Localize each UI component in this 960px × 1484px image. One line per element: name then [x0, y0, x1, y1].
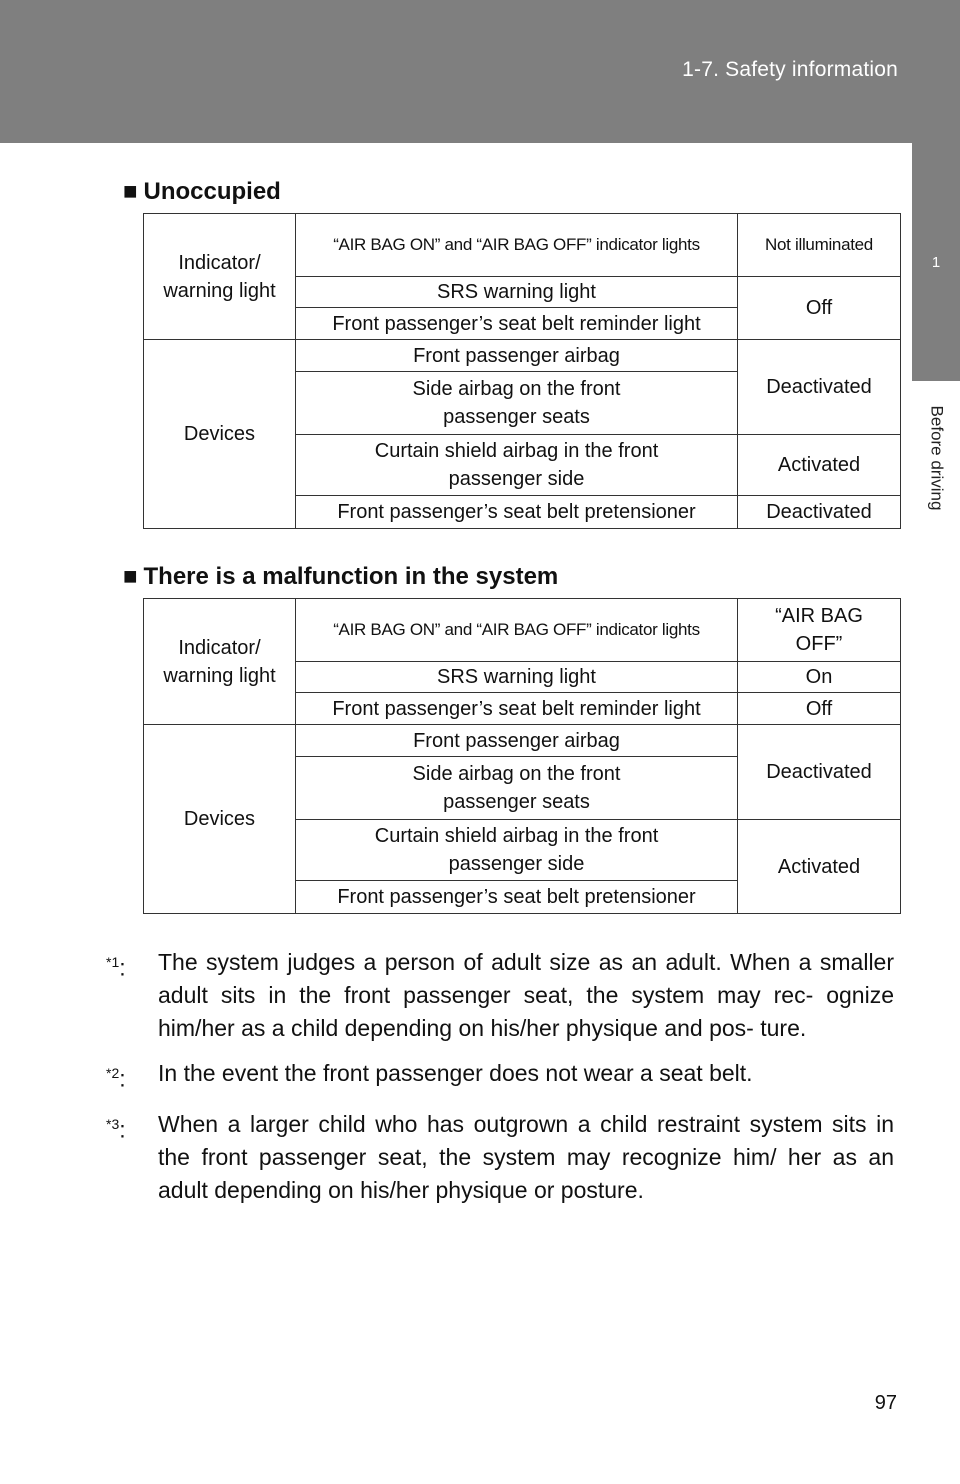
cell-pretensioner: Front passenger’s seat belt pretensioner	[296, 496, 738, 529]
cell-belt-reminder-status: Off	[738, 693, 901, 725]
footnote-2: $^{*2}$: In the event the front passenger does not wear a seat belt.	[106, 1057, 894, 1096]
page-number: 97	[874, 1392, 897, 1414]
footnote-mark: *2	[106, 1065, 120, 1081]
row-group-indicator: Indicator/ warning light	[144, 599, 296, 725]
cell-pretensioner-status: Deactivated	[738, 496, 901, 529]
table-row	[144, 214, 901, 277]
cell-srs-light-status: Off	[738, 277, 901, 340]
cell-pretensioner: Front passenger’s seat belt pretensioner	[296, 881, 738, 914]
footnote-mark: *3	[106, 1115, 120, 1132]
heading-text: There is a malfunction in the system	[143, 563, 559, 590]
cell-belt-reminder: Front passenger’s seat belt reminder light	[296, 693, 738, 725]
chapter-tab	[912, 143, 960, 381]
table-row	[144, 340, 901, 372]
footnote-text: In the event the front passenger does not wear a seat belt.	[158, 1060, 753, 1086]
cell-curtain-airbag: Curtain shield airbag in the front passenger side	[296, 820, 738, 881]
square-bullet-icon: ■	[123, 178, 138, 205]
cell-srs-light: SRS warning light	[296, 277, 738, 308]
row-group-devices: Devices	[144, 725, 296, 914]
table-row	[144, 599, 901, 662]
cell-front-airbag-status: Deactivated	[738, 340, 901, 435]
row-group-indicator: Indicator/ warning light	[144, 214, 296, 340]
cell-curtain-airbag: Curtain shield airbag in the front passenger side	[296, 435, 738, 496]
cell-curtain-airbag-status: Activated	[738, 820, 901, 914]
footnotes	[106, 946, 894, 1219]
cell-indicator-lights: “AIR BAG ON” and “AIR BAG OFF” indicator lights	[296, 214, 738, 277]
heading-text: Unoccupied	[143, 178, 281, 205]
cell-indicator-lights-status: Not illuminated	[738, 214, 901, 277]
unoccupied-table	[143, 213, 901, 529]
cell-side-airbag: Side airbag on the front passenger seats	[296, 757, 738, 820]
chapter-label-text: Before driving	[927, 405, 947, 511]
footnote-mark: *1	[106, 954, 120, 970]
table-row	[144, 725, 901, 757]
heading-malfunction	[123, 563, 558, 591]
cell-curtain-airbag-status: Activated	[738, 435, 901, 496]
cell-srs-light-status: On	[738, 662, 901, 693]
malfunction-table	[143, 598, 901, 914]
cell-indicator-lights-status: “AIR BAG OFF”	[738, 599, 901, 662]
chapter-label	[912, 383, 960, 533]
footnote-text: The system judges a person of adult size as an adult. When a smaller adult sits in the front passenger seat, the system may rec- ognize him/her as a child depending on his/her physique and pos- ture.	[158, 949, 894, 1041]
cell-srs-light: SRS warning light	[296, 662, 738, 693]
footnote-text: When a larger child who has outgrown a child restraint system sits in the front passenger seat, the system may recognize him/ her as an adult depending on his/her physique or posture.	[158, 1110, 894, 1203]
cell-front-airbag: Front passenger airbag	[296, 340, 738, 372]
row-group-devices: Devices	[144, 340, 296, 529]
square-bullet-icon: ■	[123, 563, 138, 590]
cell-indicator-lights: “AIR BAG ON” and “AIR BAG OFF” indicator lights	[296, 599, 738, 662]
page-header	[0, 0, 960, 143]
cell-side-airbag: Side airbag on the front passenger seats	[296, 372, 738, 435]
footnote-1: $^{*1}$: The system judges a person of adult size as an adult. When a smaller adult sits in the front passenger seat, the system may rec- ognize him/her as a child depending on his/her physique and pos- ture.	[106, 946, 894, 1045]
cell-front-airbag-status: Deactivated	[738, 725, 901, 820]
section-breadcrumb: 1-7. Safety information	[682, 58, 898, 81]
cell-front-airbag: Front passenger airbag	[296, 725, 738, 757]
footnote-3: $^{*3}$: When a larger child who has outgrown a child restraint system sits in the front passenger seat, the system may recognize him/ her as an adult depending on his/her physique or posture.	[106, 1108, 894, 1207]
cell-belt-reminder: Front passenger’s seat belt reminder light	[296, 308, 738, 340]
heading-unoccupied	[123, 178, 281, 206]
chapter-number: 1	[931, 253, 941, 271]
